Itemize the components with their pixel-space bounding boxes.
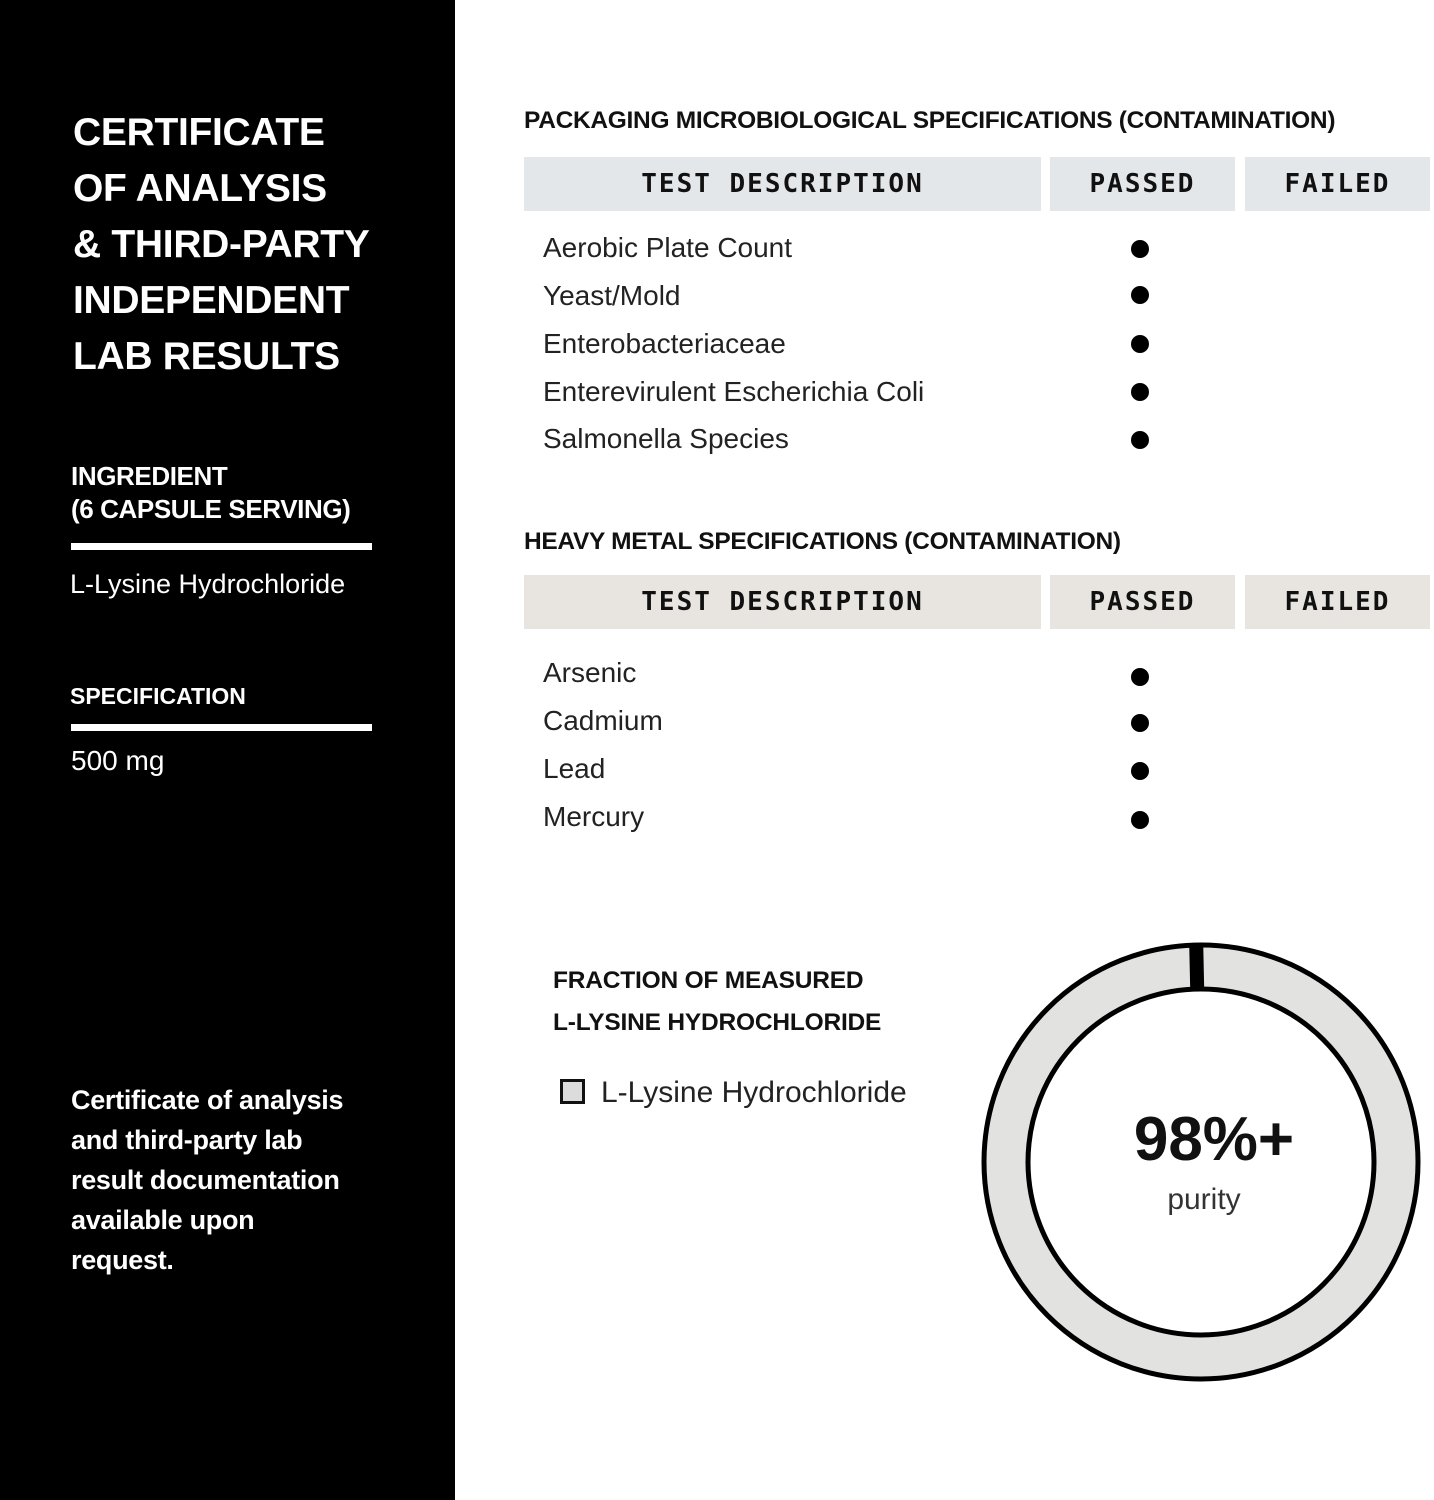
metal-row-label: Cadmium	[543, 705, 663, 736]
metal-row-label: Mercury	[543, 801, 645, 832]
note-line: Certificate of analysis	[71, 1085, 344, 1115]
micro-header-passed: PASSED	[1050, 157, 1235, 211]
title-line: LAB RESULTS	[73, 335, 340, 378]
purity-label: purity	[1167, 1183, 1241, 1216]
note-line: and third-party lab	[71, 1125, 303, 1155]
ingredient-label-line: INGREDIENT	[71, 461, 228, 491]
metal-row-label: Arsenic	[543, 657, 637, 688]
ingredient-label-line: (6 CAPSULE SERVING)	[71, 494, 351, 524]
micro-header-failed: FAILED	[1245, 157, 1430, 211]
fraction-title-line: L-LYSINE HYDROCHLORIDE	[553, 1009, 882, 1036]
note-line: result documentation	[71, 1165, 340, 1195]
heavy-metal-title: HEAVY METAL SPECIFICATIONS (CONTAMINATION)	[524, 528, 1121, 555]
title-line: & THIRD-PARTY	[73, 223, 370, 266]
microbiological-title: PACKAGING MICROBIOLOGICAL SPECIFICATIONS (CONTAMINATION)	[524, 107, 1336, 134]
specification-label: SPECIFICATION	[70, 683, 246, 709]
metal-header-failed: FAILED	[1245, 575, 1430, 629]
title-line: OF ANALYSIS	[73, 167, 327, 210]
purity-value: 98%+	[1133, 1105, 1295, 1174]
micro-row-label: Aerobic Plate Count	[543, 232, 793, 263]
micro-row-label: Yeast/Mold	[543, 280, 681, 311]
legend-label: L-Lysine Hydrochloride	[601, 1076, 907, 1109]
purity-remainder-marker	[1196, 945, 1197, 989]
metal-header-passed: PASSED	[1050, 575, 1235, 629]
note-line: available upon	[71, 1205, 255, 1235]
micro-row-label: Salmonella Species	[543, 423, 789, 454]
specification-value: 500 mg	[71, 745, 165, 776]
title-line: CERTIFICATE	[73, 111, 325, 154]
note-line: request.	[71, 1245, 174, 1275]
ingredient-value: L-Lysine Hydrochloride	[70, 569, 346, 599]
title-line: INDEPENDENT	[73, 279, 350, 322]
micro-row-label: Enterobacteriaceae	[543, 328, 786, 359]
micro-row-label: Enterevirulent Escherichia Coli	[543, 376, 925, 407]
micro-header-test-description: TEST DESCRIPTION	[524, 157, 1041, 211]
metal-row-label: Lead	[543, 753, 606, 784]
metal-header-test-description: TEST DESCRIPTION	[524, 575, 1041, 629]
fraction-title-line: FRACTION OF MEASURED	[553, 967, 864, 994]
